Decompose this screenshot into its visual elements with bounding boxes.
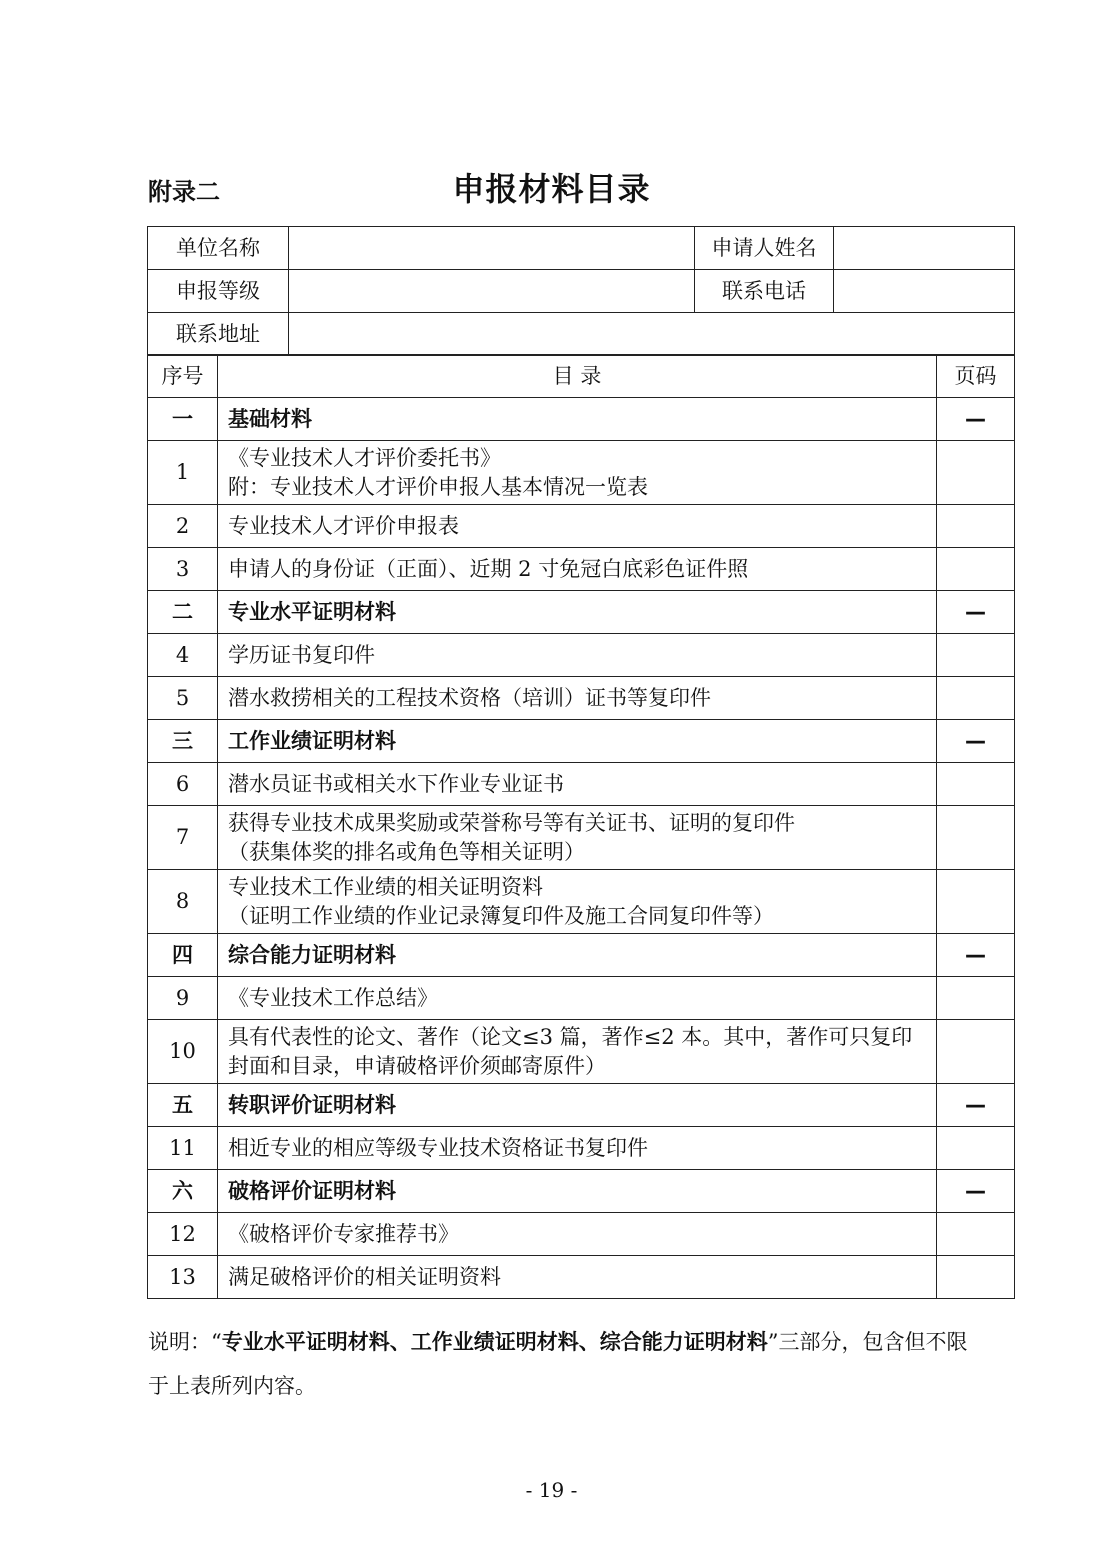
row-page[interactable]: — bbox=[937, 398, 1015, 441]
row-contents: 综合能力证明材料 bbox=[218, 934, 937, 977]
row-number: 2 bbox=[148, 505, 218, 548]
section-row bbox=[148, 1170, 1015, 1213]
table-row bbox=[148, 870, 1015, 934]
row-contents: 满足破格评价的相关证明资料 bbox=[218, 1256, 937, 1299]
row-page[interactable] bbox=[937, 677, 1015, 720]
row-contents: 专业技术人才评价申报表 bbox=[218, 505, 937, 548]
section-row bbox=[148, 934, 1015, 977]
row-page[interactable] bbox=[937, 1127, 1015, 1170]
table-row bbox=[148, 441, 1015, 505]
row-number: 6 bbox=[148, 763, 218, 806]
address-label: 联系地址 bbox=[148, 313, 289, 356]
row-contents: 《专业技术工作总结》 bbox=[218, 977, 937, 1020]
note-bold: 专业水平证明材料、工作业绩证明材料、综合能力证明材料 bbox=[221, 1330, 768, 1354]
section-row bbox=[148, 1084, 1015, 1127]
row-contents: 申请人的身份证（正面）、近期 2 寸免冠白底彩色证件照 bbox=[218, 548, 937, 591]
row-contents: 基础材料 bbox=[218, 398, 937, 441]
row-page[interactable] bbox=[937, 1213, 1015, 1256]
table-row bbox=[148, 1256, 1015, 1299]
appendix-label: 附录二 bbox=[148, 178, 220, 206]
table-row bbox=[148, 677, 1015, 720]
row-number: 7 bbox=[148, 806, 218, 870]
table-row bbox=[148, 1020, 1015, 1084]
header-contents: 目 录 bbox=[218, 355, 937, 398]
row-page[interactable]: — bbox=[937, 591, 1015, 634]
level-label: 申报等级 bbox=[148, 270, 289, 313]
row-number: 二 bbox=[148, 591, 218, 634]
row-contents: 《专业技术人才评价委托书》 附：专业技术人才评价申报人基本情况一览表 bbox=[218, 441, 937, 505]
header-no: 序号 bbox=[148, 355, 218, 398]
page-title: 申报材料目录 bbox=[452, 170, 651, 208]
unit-name-label: 单位名称 bbox=[148, 227, 289, 270]
row-page[interactable]: — bbox=[937, 1084, 1015, 1127]
row-contents: 专业技术工作业绩的相关证明资料 （证明工作业绩的作业记录簿复印件及施工合同复印件等） bbox=[218, 870, 937, 934]
row-number: 1 bbox=[148, 441, 218, 505]
row-contents: 潜水员证书或相关水下作业专业证书 bbox=[218, 763, 937, 806]
row-number: 10 bbox=[148, 1020, 218, 1084]
table-row bbox=[148, 1213, 1015, 1256]
row-page[interactable]: — bbox=[937, 934, 1015, 977]
row-number: 三 bbox=[148, 720, 218, 763]
row-page[interactable] bbox=[937, 548, 1015, 591]
note bbox=[148, 1320, 978, 1408]
row-contents: 工作业绩证明材料 bbox=[218, 720, 937, 763]
row-number: 12 bbox=[148, 1213, 218, 1256]
row-page[interactable]: — bbox=[937, 720, 1015, 763]
row-number: 3 bbox=[148, 548, 218, 591]
row-contents: 具有代表性的论文、著作（论文≤3 篇，著作≤2 本。其中，著作可只复印封面和目录，申请破格评价须邮寄原件） bbox=[218, 1020, 937, 1084]
row-contents: 学历证书复印件 bbox=[218, 634, 937, 677]
table-row bbox=[148, 806, 1015, 870]
section-row bbox=[148, 591, 1015, 634]
row-number: 11 bbox=[148, 1127, 218, 1170]
row-number: 13 bbox=[148, 1256, 218, 1299]
row-contents: 专业水平证明材料 bbox=[218, 591, 937, 634]
row-page[interactable] bbox=[937, 1256, 1015, 1299]
row-contents: 转职评价证明材料 bbox=[218, 1084, 937, 1127]
section-row bbox=[148, 720, 1015, 763]
unit-name-field[interactable] bbox=[289, 227, 695, 270]
row-page[interactable] bbox=[937, 634, 1015, 677]
row-number: 8 bbox=[148, 870, 218, 934]
level-field[interactable] bbox=[289, 270, 695, 313]
row-page[interactable] bbox=[937, 870, 1015, 934]
row-contents: 相近专业的相应等级专业技术资格证书复印件 bbox=[218, 1127, 937, 1170]
phone-label: 联系电话 bbox=[695, 270, 834, 313]
address-field[interactable] bbox=[289, 313, 1015, 356]
phone-field[interactable] bbox=[834, 270, 1015, 313]
note-prefix: 说明：“ bbox=[148, 1330, 222, 1354]
table-row bbox=[148, 1127, 1015, 1170]
row-contents: 破格评价证明材料 bbox=[218, 1170, 937, 1213]
row-contents: 《破格评价专家推荐书》 bbox=[218, 1213, 937, 1256]
row-page[interactable]: — bbox=[937, 1170, 1015, 1213]
row-number: 4 bbox=[148, 634, 218, 677]
applicant-name-label: 申请人姓名 bbox=[695, 227, 834, 270]
row-page[interactable] bbox=[937, 441, 1015, 505]
row-page[interactable] bbox=[937, 505, 1015, 548]
row-page[interactable] bbox=[937, 1020, 1015, 1084]
page-number: - 19 - bbox=[525, 1478, 578, 1502]
table-row bbox=[148, 634, 1015, 677]
row-number: 四 bbox=[148, 934, 218, 977]
materials-table bbox=[147, 354, 1015, 1299]
section-row bbox=[148, 398, 1015, 441]
row-contents: 潜水救捞相关的工程技术资格（培训）证书等复印件 bbox=[218, 677, 937, 720]
header-page: 页码 bbox=[937, 355, 1015, 398]
table-row bbox=[148, 505, 1015, 548]
row-number: 9 bbox=[148, 977, 218, 1020]
row-number: 五 bbox=[148, 1084, 218, 1127]
row-number: 六 bbox=[148, 1170, 218, 1213]
row-number: 5 bbox=[148, 677, 218, 720]
table-row bbox=[148, 977, 1015, 1020]
row-number: 一 bbox=[148, 398, 218, 441]
applicant-name-field[interactable] bbox=[834, 227, 1015, 270]
table-row bbox=[148, 548, 1015, 591]
table-header-row bbox=[148, 355, 1015, 398]
row-contents: 获得专业技术成果奖励或荣誉称号等有关证书、证明的复印件 （获集体奖的排名或角色等相关证明） bbox=[218, 806, 937, 870]
applicant-info-table bbox=[147, 226, 1015, 356]
note-suffix: ”三部分，包含但不限于上表所列内容。 bbox=[148, 1330, 968, 1398]
row-page[interactable] bbox=[937, 977, 1015, 1020]
row-page[interactable] bbox=[937, 806, 1015, 870]
table-row bbox=[148, 763, 1015, 806]
row-page[interactable] bbox=[937, 763, 1015, 806]
